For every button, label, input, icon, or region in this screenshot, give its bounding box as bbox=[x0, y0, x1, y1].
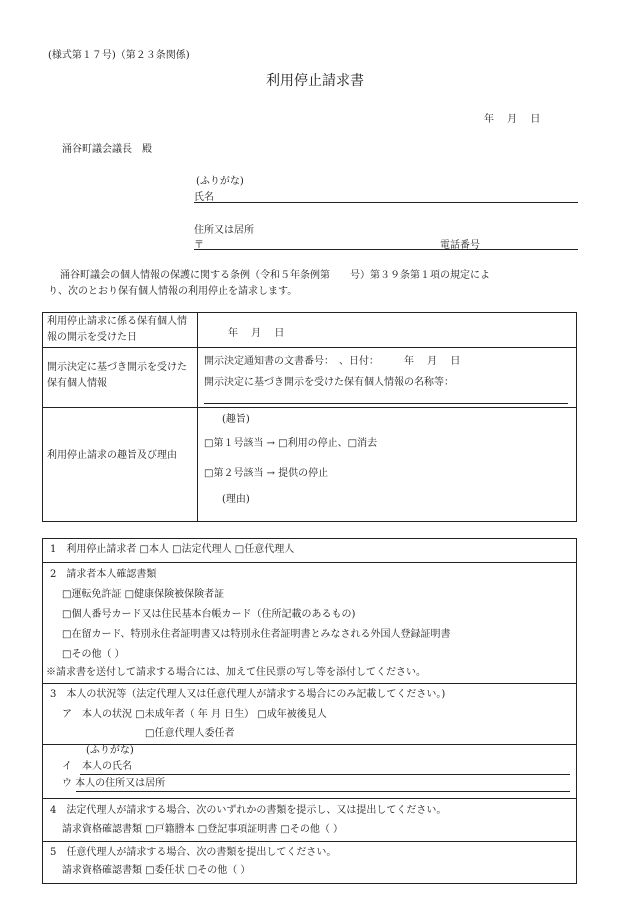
row2-label: 開示決定に基づき開示を受けた保有個人情報 bbox=[47, 362, 187, 389]
row1-label: 利用停止請求に係る保有個人情報の開示を受けた日 bbox=[47, 316, 187, 343]
addressee: 涌谷町議会議長 殿 bbox=[62, 144, 152, 155]
applicant-name-label: 氏名 bbox=[194, 192, 214, 203]
intro-line-1: 涌谷町議会の個人情報の保護に関する条例（令和５年条例第 号）第３９条第１項の規定によ bbox=[60, 270, 490, 281]
section4-documents[interactable]: 請求資格確認書類 □戸籍謄本 □登記事項証明書 □その他（ ） bbox=[62, 824, 344, 835]
row3-label: 利用停止請求の趣旨及び理由 bbox=[47, 450, 177, 461]
table1-row-divider-2 bbox=[42, 407, 576, 408]
intro-line-2: り、次のとおり保有個人情報の利用停止を請求します。 bbox=[48, 286, 298, 297]
row2-info-name-label: 開示決定に基づき開示を受けた保有個人情報の名称等： bbox=[204, 377, 454, 388]
applicant-furigana-label: (ふりがな) bbox=[196, 176, 244, 187]
section3-person-status-2[interactable]: □任意代理人委任者 bbox=[145, 728, 235, 739]
applicant-name-field[interactable] bbox=[194, 202, 578, 203]
section3-person-address-label: ウ 本人の住所又は居所 bbox=[62, 778, 166, 789]
table2-divider-4 bbox=[42, 798, 576, 799]
applicant-address-label: 住所又は居所 bbox=[194, 225, 254, 236]
section2-item-1[interactable]: □運転免許証 □健康保険被保険者証 bbox=[62, 589, 225, 600]
section3-person-status[interactable]: ア 本人の状況 □未成年者（ 年 月 日生） □成年被後見人 bbox=[62, 709, 327, 720]
row3-reason-label: (理由) bbox=[222, 494, 250, 505]
section4-title: 4 法定代理人が請求する場合、次のいずれかの書類を提示し、又は提出してください。 bbox=[50, 805, 447, 816]
date-line: 年 月 日 bbox=[484, 114, 541, 125]
page-title: 利用停止請求書 bbox=[266, 73, 364, 89]
table2-divider-2 bbox=[42, 683, 576, 684]
row3-purpose-label: (趣旨) bbox=[222, 414, 250, 425]
section5-documents[interactable]: 請求資格確認書類 □委任状 □その他（ ） bbox=[62, 865, 251, 876]
section2-item-4[interactable]: □その他（ ） bbox=[62, 649, 125, 660]
section2-item-2[interactable]: □個人番号カード又は住民基本台帳カード（住所記載のあるもの) bbox=[62, 609, 356, 620]
postal-mark: 〒 bbox=[194, 240, 204, 251]
section3-person-name-label: イ 本人の氏名 bbox=[62, 761, 132, 772]
row3-option-1[interactable]: □第１号該当 → □利用の停止、□消去 bbox=[204, 438, 378, 449]
section3-person-name-field[interactable] bbox=[80, 774, 570, 775]
section3-person-address-field[interactable] bbox=[76, 791, 570, 792]
table1-row-divider-1 bbox=[42, 347, 576, 348]
section2-item-3[interactable]: □在留カード、特別永住者証明書又は特別永住者証明書とみなされる外国人登録証明書 bbox=[62, 629, 451, 640]
row3-option-2[interactable]: □第２号該当 → 提供の停止 bbox=[204, 468, 329, 479]
table2-divider-1 bbox=[42, 562, 576, 563]
row2-info-name-field[interactable] bbox=[204, 403, 568, 404]
section5-title: 5 任意代理人が請求する場合、次の書類を提出してください。 bbox=[50, 847, 337, 858]
section1-requester-type[interactable]: 1 利用停止請求者 □本人 □法定代理人 □任意代理人 bbox=[50, 544, 295, 555]
section3-title: 3 本人の状況等（法定代理人又は任意代理人が請求する場合にのみ記載してください。) bbox=[50, 689, 446, 700]
row2-document-number[interactable]: 開示決定通知書の文書番号： 、日付： 年 月 日 bbox=[204, 356, 461, 367]
section3-furigana-label: (ふりがな) bbox=[86, 745, 134, 756]
form-number: (様式第１７号)（第２３条関係) bbox=[48, 50, 190, 61]
phone-label: 電話番号 bbox=[440, 240, 480, 251]
row1-date-field[interactable]: 年 月 日 bbox=[228, 328, 285, 339]
section2-note: ※請求書を送付して請求する場合には、加えて住民票の写し等を添付してください。 bbox=[46, 667, 426, 678]
section2-title: 2 請求者本人確認書類 bbox=[50, 569, 157, 580]
table2-divider-5 bbox=[42, 841, 576, 842]
applicant-address-field[interactable] bbox=[194, 249, 578, 250]
table1-column-divider bbox=[197, 312, 198, 521]
